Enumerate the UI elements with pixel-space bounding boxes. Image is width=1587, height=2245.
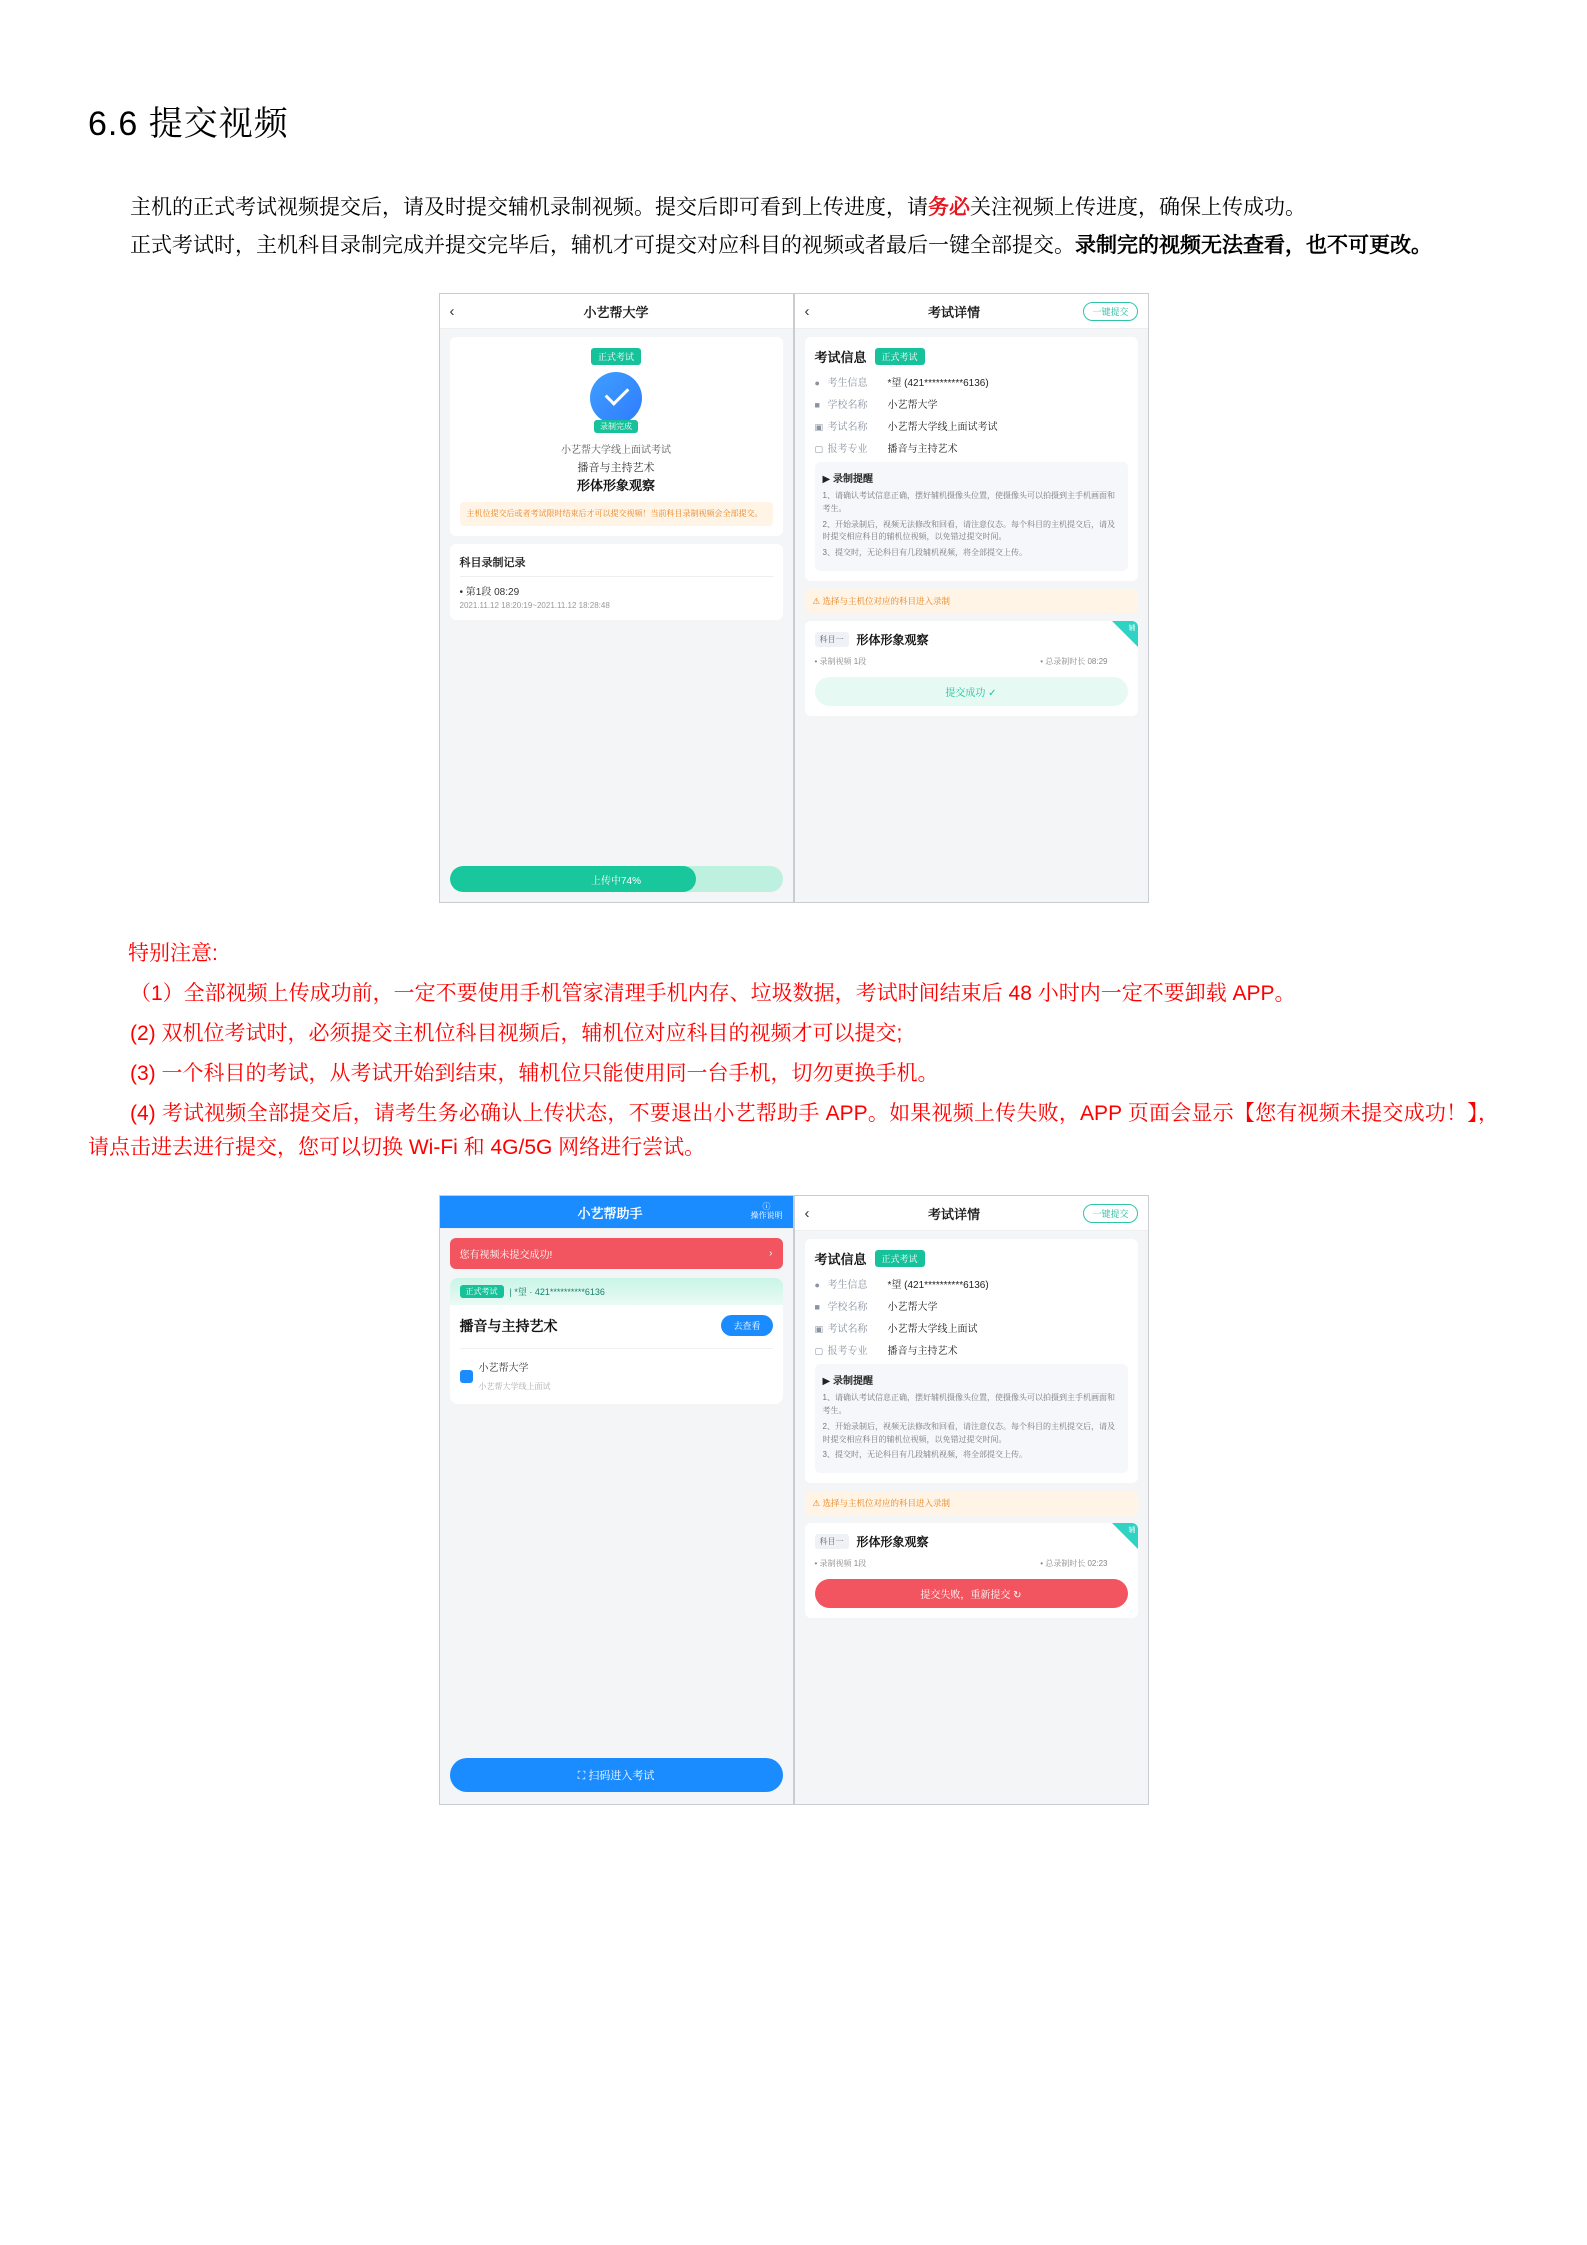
view-button[interactable]: 去查看 (721, 1315, 772, 1336)
select-subject-notice (805, 589, 1138, 613)
subject-clip-count: • 录制视频 1段 (814, 657, 867, 667)
screenshot-group-1 (88, 293, 1499, 903)
corner-ribbon-label: 辅 (1128, 625, 1136, 633)
submit-status-button[interactable]: 提交成功 ✓ (815, 677, 1128, 706)
phone-mock-exam-detail-failed (794, 1195, 1149, 1805)
subject-name: 形体形象观察 (856, 1535, 929, 1550)
upload-progress-label: 上传中74% (590, 875, 641, 887)
play-icon: ▶ (822, 474, 833, 486)
notice-item-4: (4) 考试视频全部提交后，请考生务必确认上传状态，不要退出小艺帮助手 APP。如果视频上传失败，APP 页面会显示【您有视频未提交成功！】，请点击进去进行提交，您可以切换 Wi-Fi 和 4G/5G 网络进行尝试。 (88, 1102, 1499, 1160)
upload-failed-alert-text: 您有视频未提交成功! (459, 1250, 553, 1262)
paragraph-2-pre: 正式考试时，主机科目录制完成并提交完毕后，辅机才可提交对应科目的视频或者最后一键全部提交。 (130, 234, 1075, 258)
exam-type-badge: 正式考试 (875, 1250, 925, 1267)
info-row (815, 396, 1128, 411)
record-item: • 第1段 08:29 (459, 587, 520, 599)
info-row (815, 1342, 1128, 1357)
notice-item-3: (3) 一个科目的考试，从考试开始到结束，辅机位只能使用同一台手机，切勿更换手机。 (130, 1062, 939, 1086)
school-icon: ■ (814, 1302, 820, 1313)
exam-entry-card[interactable] (450, 1305, 783, 1404)
notice-title: 特别注意: (128, 942, 218, 966)
chevron-left-icon[interactable]: ‹ (804, 302, 810, 320)
phone-mock-exam-detail-success (794, 293, 1149, 903)
notice-item-1: （1）全部视频上传成功前，一定不要使用手机管家清理手机内存、垃圾数据，考试时间结束后 48 小时内一定不要卸载 APP。 (130, 982, 1296, 1006)
paragraph-2-emphasis: 录制完的视频无法查看，也不可更改。 (1075, 234, 1432, 258)
doc-icon: ▣ (814, 1324, 824, 1335)
info-key: 考生信息 (827, 378, 868, 390)
record-tips-box (815, 1364, 1128, 1473)
info-row (815, 440, 1128, 455)
resubmit-button[interactable]: 提交失败，重新提交 ↻ (815, 1579, 1128, 1608)
warning-note: 主机位提交后或者考试限时结束后才可以提交视频！当前科目录制视频会全部提交。 (460, 502, 773, 526)
exam-info-card (805, 1239, 1138, 1483)
doc-icon: ▣ (814, 422, 824, 433)
major-icon: ▢ (814, 444, 824, 455)
info-value: 小艺帮大学 (887, 400, 938, 412)
info-row (815, 1320, 1128, 1335)
record-tips-title (823, 470, 1120, 485)
subject-meta (815, 1558, 1128, 1569)
corner-ribbon-label: 辅 (1128, 1527, 1136, 1535)
exam-entry-header (450, 1278, 783, 1305)
subject-duration: • 总录制时长 08:29 (1040, 657, 1108, 667)
tip-line: 1、请确认考试信息正确，摆好辅机摄像头位置，使摄像头可以拍摄到主手机画面和考生。 (822, 491, 1115, 513)
record-tips-title-text: 录制提醒 (832, 1376, 873, 1388)
scan-enter-exam-button[interactable] (450, 1758, 783, 1792)
record-log-title: 科目录制记录 (460, 554, 773, 577)
tip-line: 2、开始录制后，视频无法修改和回看，请注意仪态。每个科目的主机提交后，请及时提交相应科目的辅机位视频，以免错过提交时间。 (822, 1421, 1115, 1444)
help-button-label: 操作说明 (750, 1211, 783, 1221)
app-header-title: 考试详情 (927, 1206, 980, 1222)
info-value: *望 (421**********6136) (887, 1280, 989, 1292)
university-row (460, 1348, 773, 1394)
upload-failed-alert[interactable] (450, 1238, 783, 1269)
subject-duration: • 总录制时长 02:23 (1040, 1559, 1108, 1569)
info-value: 播音与主持艺术 (887, 1346, 958, 1358)
exam-line-2: 播音与主持艺术 (577, 462, 655, 475)
info-key: 学校名称 (827, 400, 868, 412)
select-subject-notice-text: 选择与主机位对应的科目进入录制 (822, 596, 950, 607)
special-notice-block (88, 937, 1499, 1165)
notice-item-2: (2) 双机位考试时，必须提交主机位科目视频后，辅机位对应科目的视频才可以提交; (130, 1022, 903, 1046)
chevron-left-icon[interactable]: ‹ (804, 1204, 810, 1222)
exam-type-badge: 正式考试 (875, 348, 925, 365)
record-tips-title (823, 1372, 1120, 1387)
check-circle-icon (590, 372, 642, 424)
exam-entry-row (460, 1315, 773, 1336)
exam-info-card (805, 337, 1138, 581)
major-name: 播音与主持艺术 (459, 1317, 558, 1334)
record-tips-title-text: 录制提醒 (832, 474, 873, 486)
exam-line-1: 小艺帮大学线上面试考试 (561, 445, 671, 457)
play-icon: ▶ (822, 1376, 833, 1388)
app-header (440, 1196, 793, 1229)
tip-line: 3、提交时，无论科目有几段辅机视频，将全部提交上传。 (822, 548, 1027, 558)
phone-mock-upload-progress (439, 293, 794, 903)
info-key: 考试名称 (827, 1324, 868, 1336)
screenshot-group-2 (88, 1195, 1499, 1805)
info-value: 小艺帮大学线上面试 (887, 1324, 978, 1336)
info-row (815, 1298, 1128, 1313)
info-icon: ⚠ (812, 596, 823, 607)
info-icon: ⚠ (812, 1498, 823, 1509)
record-log-card (450, 544, 783, 620)
exam-info-header (815, 1249, 1128, 1268)
subject-row (815, 1533, 1128, 1550)
subject-name: 形体形象观察 (856, 633, 929, 648)
phone-mock-home (439, 1195, 794, 1805)
status-badge: 正式考试 (591, 348, 641, 365)
info-key: 考生信息 (827, 1280, 868, 1292)
select-subject-notice-text: 选择与主机位对应的科目进入录制 (822, 1498, 950, 1509)
info-key: 考试名称 (827, 422, 868, 434)
info-row (815, 418, 1128, 433)
app-header-title: 小艺帮大学 (583, 304, 649, 320)
exam-info-title: 考试信息 (814, 1252, 867, 1268)
paragraph-2 (88, 229, 1499, 263)
paragraph-1-pre: 主机的正式考试视频提交后，请及时提交辅机录制视频。提交后即可看到上传进度，请 (130, 196, 928, 219)
paragraph-1-emphasis: 务必 (928, 196, 970, 219)
info-value: 播音与主持艺术 (887, 444, 958, 456)
info-key: 报考专业 (827, 1346, 868, 1358)
candidate-info: | *望 · 421**********6136 (509, 1287, 605, 1298)
info-value: 小艺帮大学线上面试考试 (887, 422, 998, 434)
info-key: 学校名称 (827, 1302, 868, 1314)
university-logo-icon (460, 1370, 473, 1383)
paragraph-1 (88, 191, 1499, 225)
tip-line: 3、提交时，无论科目有几段辅机视频，将全部提交上传。 (822, 1450, 1027, 1460)
exam-info-title: 考试信息 (814, 350, 867, 366)
subject-card[interactable] (805, 1523, 1138, 1618)
exam-line-3: 形体形象观察 (576, 478, 655, 494)
scan-icon: ⛶ (577, 1770, 589, 1783)
subject-meta (815, 656, 1128, 667)
submit-all-button[interactable]: 一键提交 (1083, 302, 1137, 321)
select-subject-notice (805, 1491, 1138, 1515)
app-header-title: 考试详情 (927, 304, 980, 320)
submit-all-button[interactable]: 一键提交 (1083, 1204, 1137, 1223)
major-icon: ▢ (814, 1346, 824, 1357)
tip-line: 1、请确认考试信息正确，摆好辅机摄像头位置，使摄像头可以拍摄到主手机画面和考生。 (822, 1393, 1115, 1415)
app-header (440, 294, 793, 329)
paragraph-1-post: 关注视频上传进度，确保上传成功。 (970, 196, 1306, 219)
subject-tag: 科目一 (815, 632, 849, 647)
scan-enter-exam-label: 扫码进入考试 (588, 1770, 655, 1783)
info-value: *望 (421**********6136) (887, 378, 989, 390)
exam-type-badge: 正式考试 (460, 1285, 504, 1298)
subject-tag: 科目一 (815, 1534, 849, 1549)
user-icon: ● (814, 1280, 820, 1291)
chevron-right-icon: › (769, 1248, 773, 1260)
subject-row (815, 631, 1128, 648)
university-sub: 小艺帮大学线上面试 (478, 1382, 551, 1392)
record-complete-badge: 录制完成 (594, 420, 638, 433)
info-key: 报考专业 (827, 444, 868, 456)
app-header (795, 1196, 1148, 1231)
page-title: 6.6 提交视频 (88, 105, 289, 143)
app-header-title: 小艺帮助手 (577, 1205, 643, 1221)
subject-card[interactable] (805, 621, 1138, 716)
record-item-time: 2021.11.12 18:20:19~2021.11.12 18:28:48 (459, 601, 610, 611)
chevron-left-icon[interactable]: ‹ (449, 302, 455, 320)
subject-clip-count: • 录制视频 1段 (814, 1559, 867, 1569)
upload-progress-bar (450, 866, 783, 892)
school-icon: ■ (814, 400, 820, 411)
info-row (815, 1276, 1128, 1291)
help-button[interactable] (751, 1203, 783, 1221)
app-header (795, 294, 1148, 329)
info-value: 小艺帮大学 (887, 1302, 938, 1314)
record-tips-box (815, 462, 1128, 571)
tip-line: 2、开始录制后，视频无法修改和回看，请注意仪态。每个科目的主机提交后，请及时提交相应科目的辅机位视频，以免错过提交时间。 (822, 519, 1115, 542)
user-icon: ● (814, 378, 820, 389)
info-row (815, 374, 1128, 389)
question-icon: ⓘ (762, 1202, 771, 1212)
exam-status-card (450, 337, 783, 536)
university-name: 小艺帮大学 (478, 1363, 529, 1375)
exam-info-header (815, 347, 1128, 366)
